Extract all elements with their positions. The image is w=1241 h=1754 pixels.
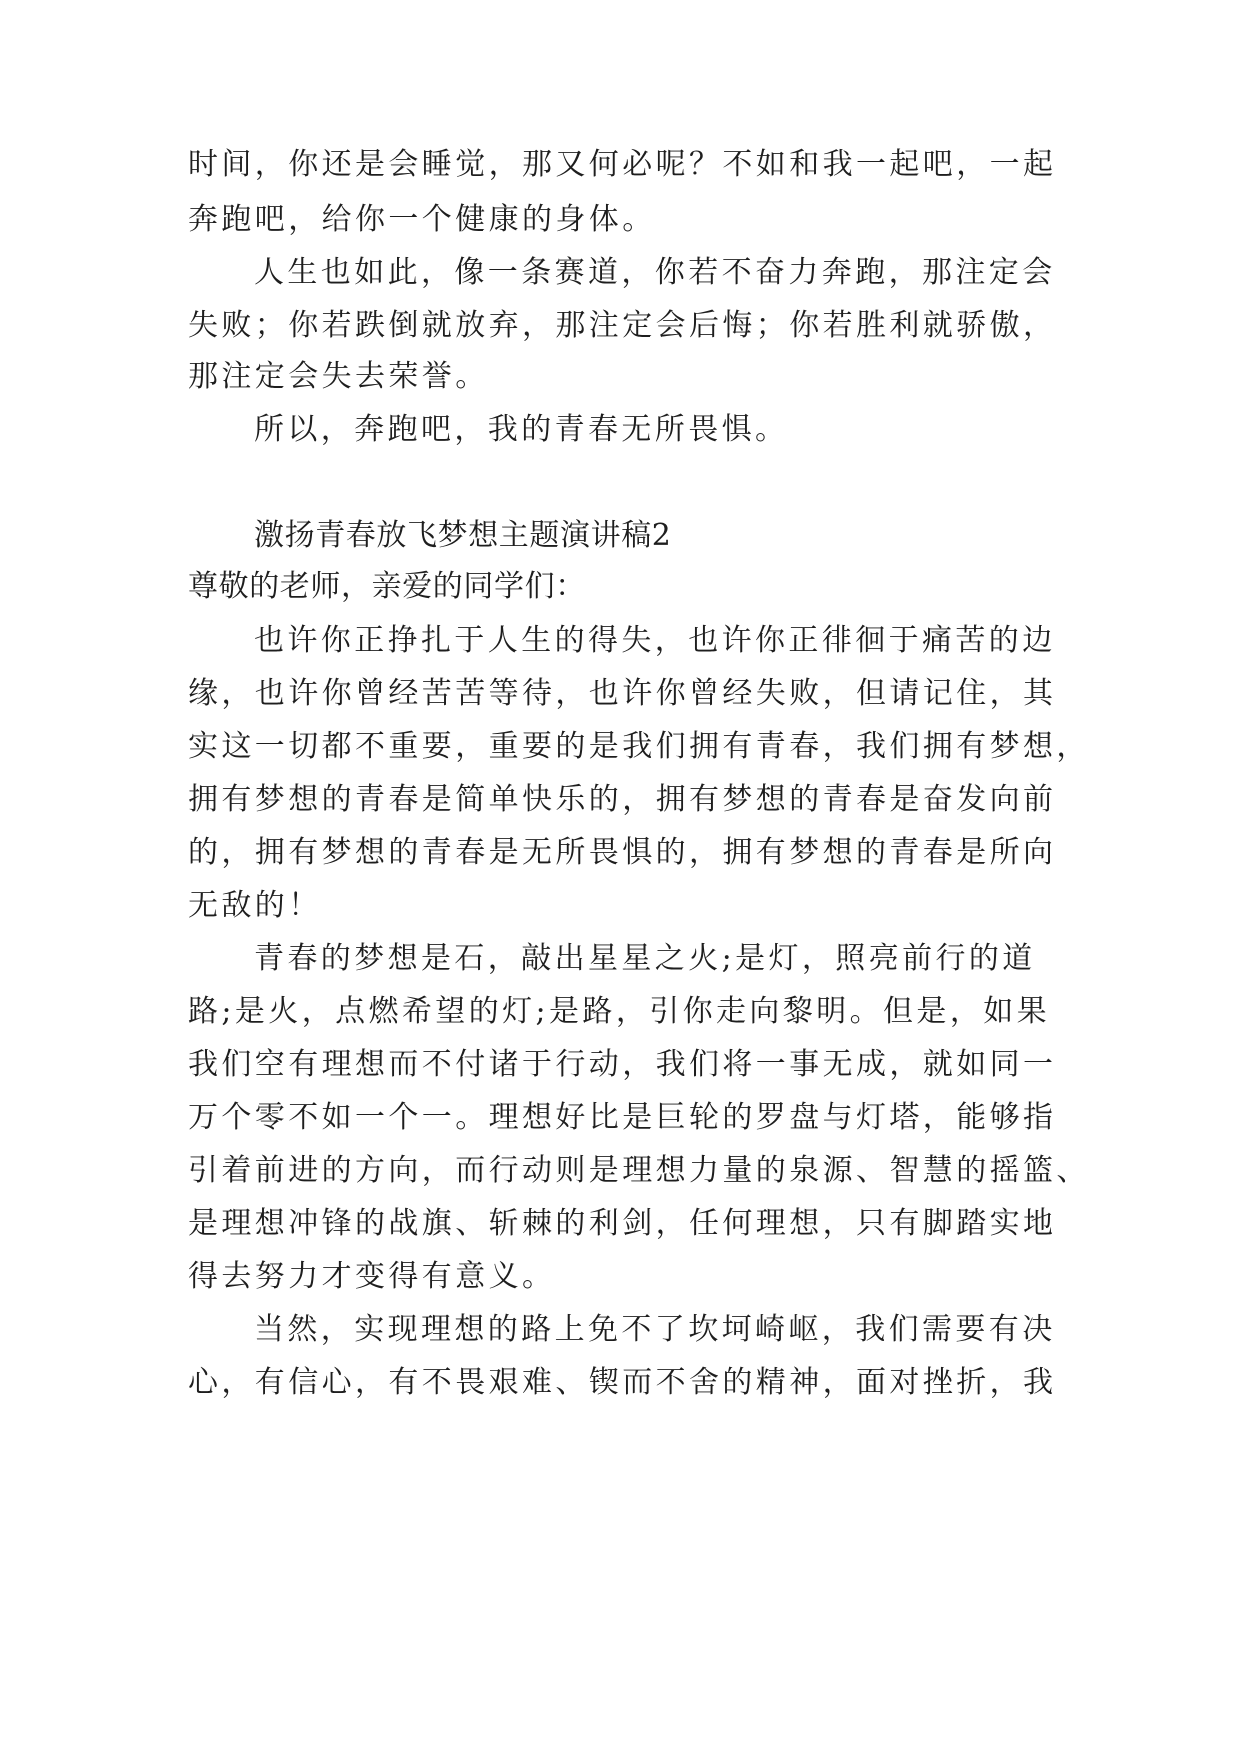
paragraph-start-line: 也许你正挣扎于人生的得失，也许你正徘徊于痛苦的边 [254,623,1056,658]
text-line: 我们空有理想而不付诸于行动，我们将一事无成，就如同一 [188,1047,1057,1082]
text-line: 是理想冲锋的战旗、斩棘的利剑，任何理想，只有脚踏实地 [188,1206,1057,1241]
section-title: 激扬青春放飞梦想主题演讲稿2 [254,518,672,553]
text-line: 引着前进的方向，而行动则是理想力量的泉源、智慧的摇篮、 [188,1153,1090,1188]
paragraph-start-line: 青春的梦想是石，敲出星星之火;是灯，照亮前行的道 [254,941,1036,976]
text-line: 缘，也许你曾经苦苦等待，也许你曾经失败，但请记住，其 [188,676,1057,711]
paragraph-start-line: 人生也如此，像一条赛道，你若不奋力奔跑，那注定会 [254,255,1056,290]
text-line: 失败；你若跌倒就放弃，那注定会后悔；你若胜利就骄傲， [188,308,1057,343]
text-line: 心，有信心，有不畏艰难、锲而不舍的精神，面对挫折，我 [188,1365,1057,1400]
text-line: 时间，你还是会睡觉，那又何必呢？不如和我一起吧，一起 [188,147,1057,182]
text-line: 实这一切都不重要，重要的是我们拥有青春，我们拥有梦想， [188,729,1090,764]
text-line: 得去努力才变得有意义。 [188,1259,556,1294]
text-line: 路;是火，点燃希望的灯;是路，引你走向黎明。但是，如果 [188,994,1051,1029]
text-line: 万个零不如一个一。理想好比是巨轮的罗盘与灯塔，能够指 [188,1100,1057,1135]
text-line: 的，拥有梦想的青春是无所畏惧的，拥有梦想的青春是所向 [188,835,1057,870]
text-line: 那注定会失去荣誉。 [188,359,489,394]
salutation: 尊敬的老师，亲爱的同学们： [188,569,586,604]
text-line: 拥有梦想的青春是简单快乐的，拥有梦想的青春是奋发向前 [188,782,1057,817]
paragraph-start-line: 所以，奔跑吧，我的青春无所畏惧。 [254,412,789,447]
text-line: 奔跑吧，给你一个健康的身体。 [188,202,656,237]
paragraph-start-line: 当然，实现理想的路上免不了坎坷崎岖，我们需要有决 [254,1312,1056,1347]
text-line: 无敌的！ [188,888,322,923]
